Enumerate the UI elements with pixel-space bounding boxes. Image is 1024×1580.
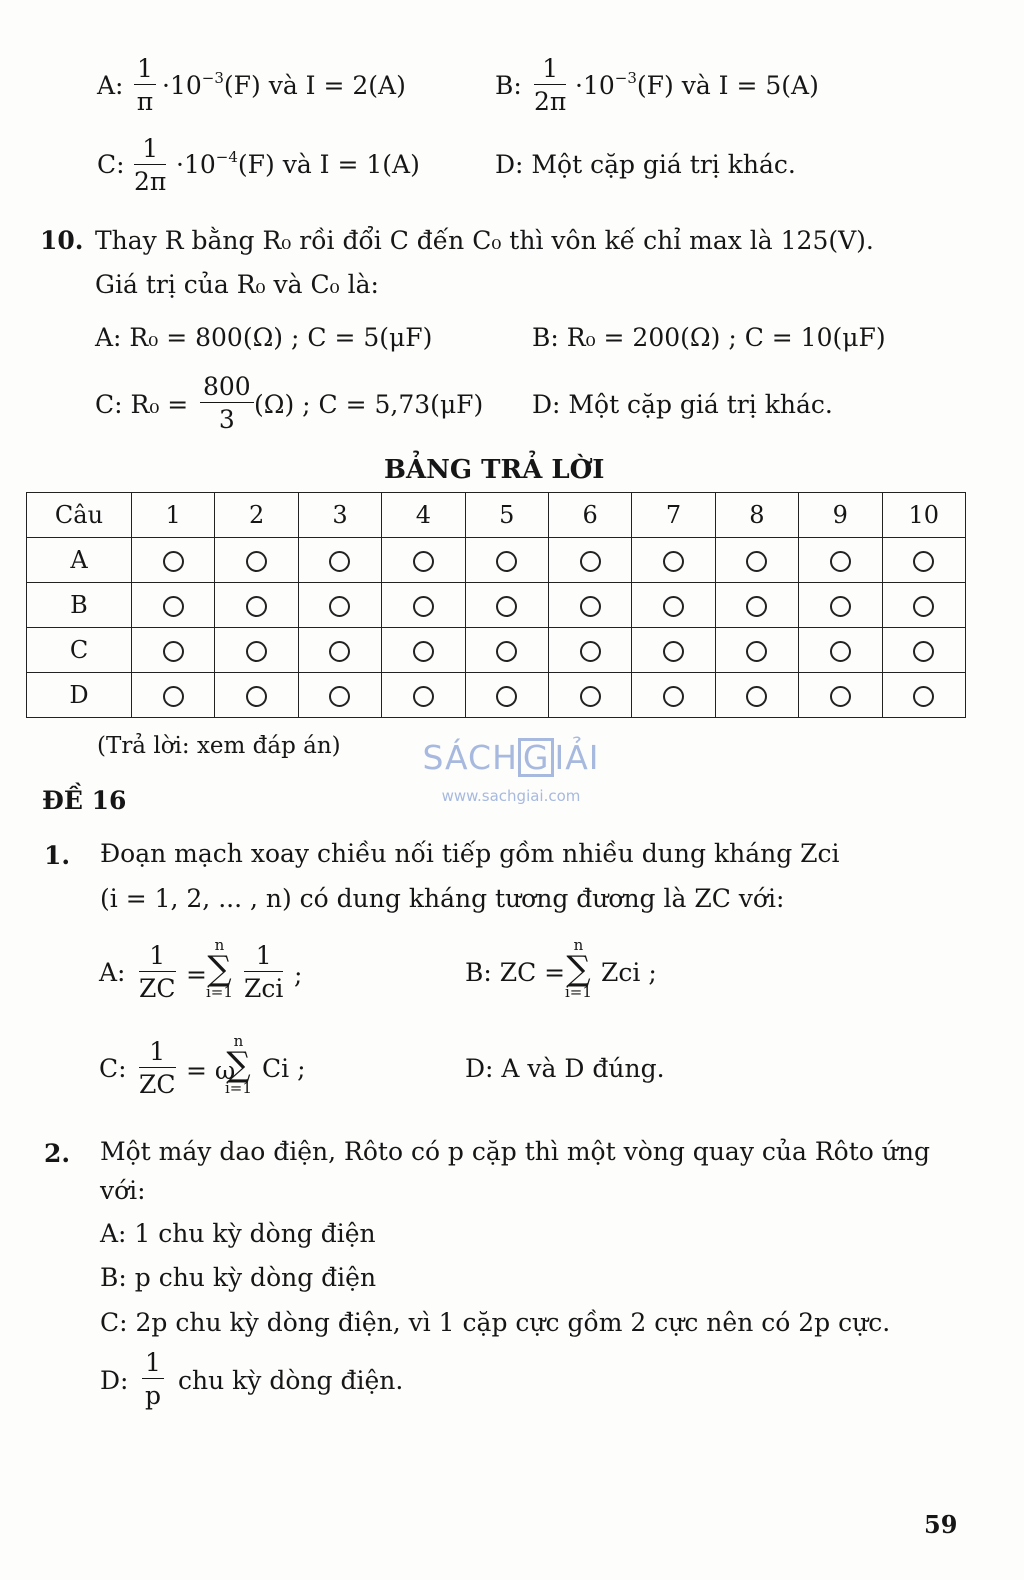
- q9-option-c-value: $\cdot 10^{-4}(F)$ và I = 1(A): [176, 148, 420, 179]
- answer-bubble-icon[interactable]: [329, 551, 350, 572]
- q9-option-a-label: A:: [97, 71, 124, 100]
- q9-option-a-fraction: $\frac{1}{\pi}$: [134, 56, 156, 114]
- answer-table-column: 9: [799, 493, 882, 538]
- q2-number: 2.: [44, 1139, 71, 1168]
- answer-bubble-icon[interactable]: [413, 596, 434, 617]
- q10-option-c-value: (Ω) ; C = 5,73(μF): [254, 390, 484, 419]
- q10-line2: Giá trị của R₀ và C₀ là:: [95, 270, 379, 299]
- answer-bubble-icon[interactable]: [246, 641, 267, 662]
- answer-table-row: [27, 628, 966, 673]
- q1-number: 1.: [44, 841, 71, 870]
- q10-line1: Thay R bằng R₀ rồi đổi C đến C₀ thì vôn kế chỉ max là 125(V).: [95, 226, 874, 255]
- q1-option-c-sum: n ∑ i=1: [225, 1032, 252, 1098]
- answer-row-label: B: [27, 583, 132, 628]
- answer-bubble-icon[interactable]: [830, 686, 851, 707]
- q1-option-b-tail: Zci ;: [601, 958, 657, 987]
- answer-bubble-icon[interactable]: [580, 641, 601, 662]
- q1-option-a-label: A:: [99, 958, 126, 987]
- q10-option-d: D: Một cặp giá trị khác.: [532, 390, 833, 419]
- answer-bubble-icon[interactable]: [913, 686, 934, 707]
- q1-option-b-label: B: ZC =: [465, 958, 566, 987]
- answer-bubble-icon[interactable]: [246, 686, 267, 707]
- q10-option-c-label: C: R₀ =: [95, 390, 189, 419]
- answer-bubble-icon[interactable]: [663, 686, 684, 707]
- answer-table-row: [27, 583, 966, 628]
- answer-bubble-icon[interactable]: [913, 551, 934, 572]
- answer-table-title: BẢNG TRẢ LỜI: [384, 455, 605, 485]
- q2-option-b: B: p chu kỳ dòng điện: [100, 1263, 377, 1292]
- q10-option-c-fraction: $\frac{800}{3}$: [200, 374, 254, 432]
- answer-bubble-icon[interactable]: [496, 596, 517, 617]
- q9-option-d: D: Một cặp giá trị khác.: [495, 150, 796, 179]
- answer-table-note: (Trả lời: xem đáp án): [97, 733, 341, 759]
- answer-bubble-icon[interactable]: [746, 641, 767, 662]
- answer-bubble-icon[interactable]: [580, 686, 601, 707]
- answer-bubble-icon[interactable]: [163, 641, 184, 662]
- answer-table-row: [27, 673, 966, 718]
- q2-option-d-label: D:: [100, 1366, 129, 1395]
- answer-bubble-icon[interactable]: [830, 551, 851, 572]
- q9-option-b-label: B:: [495, 71, 522, 100]
- q9-option-c-label: C:: [97, 150, 125, 179]
- q9-option-b-value: $\cdot 10^{-3}(F)$ và I = 5(A): [575, 69, 819, 100]
- q2-option-a: A: 1 chu kỳ dòng điện: [100, 1219, 376, 1248]
- q1-option-d: D: A và D đúng.: [465, 1054, 665, 1083]
- answer-bubble-icon[interactable]: [580, 596, 601, 617]
- answer-table-header-row: [27, 493, 966, 538]
- answer-table: [26, 492, 966, 718]
- q9-option-b-fraction: $\frac{1}{2\pi}$: [534, 54, 567, 116]
- section-title: ĐỀ 16: [42, 786, 127, 815]
- answer-table-row: [27, 538, 966, 583]
- q1-line2: (i = 1, 2, ... , n) có dung kháng tương đương là ZC với:: [100, 884, 785, 913]
- q2-option-d-tail: chu kỳ dòng điện.: [178, 1366, 404, 1395]
- answer-table-column: 6: [548, 493, 631, 538]
- answer-table-column: 5: [465, 493, 548, 538]
- answer-bubble-icon[interactable]: [746, 596, 767, 617]
- answer-table-header-label: Câu: [27, 493, 132, 538]
- answer-bubble-icon[interactable]: [246, 551, 267, 572]
- answer-bubble-icon[interactable]: [496, 686, 517, 707]
- answer-bubble-icon[interactable]: [163, 596, 184, 617]
- q1-option-a-tail: ;: [294, 960, 303, 989]
- answer-bubble-icon[interactable]: [830, 641, 851, 662]
- answer-bubble-icon[interactable]: [496, 641, 517, 662]
- q10-number: 10.: [40, 226, 84, 255]
- answer-table-column: 8: [715, 493, 798, 538]
- q2-option-c: C: 2p chu kỳ dòng điện, vì 1 cặp cực gồm 2 cực nên có 2p cực.: [100, 1308, 891, 1337]
- watermark-logo: SÁCH G IẢI www.sachgiai.com: [422, 738, 600, 805]
- q2-line2: với:: [100, 1176, 146, 1205]
- answer-table-column: 3: [298, 493, 381, 538]
- q1-option-a-lhs: $\frac{1}{ZC}$: [139, 941, 176, 1003]
- answer-bubble-icon[interactable]: [663, 641, 684, 662]
- answer-bubble-icon[interactable]: [913, 641, 934, 662]
- page-number: 59: [924, 1510, 958, 1539]
- q1-option-a-sum: n ∑ i=1: [206, 936, 233, 1002]
- q1-option-c-fraction: $\frac{1}{ZC}$: [139, 1037, 176, 1099]
- answer-table-column: 10: [882, 493, 965, 538]
- answer-bubble-icon[interactable]: [663, 596, 684, 617]
- answer-row-label: A: [27, 538, 132, 583]
- q1-option-a-equals: =: [186, 960, 207, 989]
- q1-option-a-rhs: 1 Zci: [244, 941, 284, 1003]
- q1-option-c-label: C:: [99, 1054, 127, 1083]
- q9-option-a-value: $\cdot 10^{-3}(F)$ và I = 2(A): [162, 69, 406, 100]
- q1-line1: Đoạn mạch xoay chiều nối tiếp gồm nhiều dung kháng Zci: [100, 839, 840, 868]
- q9-option-c-fraction: $\frac{1}{2\pi}$: [134, 134, 167, 196]
- answer-bubble-icon[interactable]: [163, 686, 184, 707]
- q1-option-b-sum: n ∑ i=1: [565, 936, 592, 1002]
- answer-row-label: D: [27, 673, 132, 718]
- answer-table-column: 2: [215, 493, 298, 538]
- answer-bubble-icon[interactable]: [413, 641, 434, 662]
- answer-table-column: 7: [632, 493, 715, 538]
- answer-bubble-icon[interactable]: [413, 686, 434, 707]
- answer-bubble-icon[interactable]: [580, 551, 601, 572]
- q10-option-b: B: R₀ = 200(Ω) ; C = 10(μF): [532, 323, 886, 352]
- answer-row-label: C: [27, 628, 132, 673]
- q1-option-c-mid: = ω: [186, 1056, 236, 1085]
- answer-bubble-icon[interactable]: [246, 596, 267, 617]
- answer-bubble-icon[interactable]: [329, 596, 350, 617]
- answer-bubble-icon[interactable]: [329, 686, 350, 707]
- answer-bubble-icon[interactable]: [746, 686, 767, 707]
- answer-bubble-icon[interactable]: [663, 551, 684, 572]
- q1-option-c-tail: Ci ;: [262, 1054, 306, 1083]
- answer-bubble-icon[interactable]: [163, 551, 184, 572]
- answer-bubble-icon[interactable]: [413, 551, 434, 572]
- answer-bubble-icon[interactable]: [329, 641, 350, 662]
- answer-bubble-icon[interactable]: [830, 596, 851, 617]
- answer-bubble-icon[interactable]: [913, 596, 934, 617]
- answer-bubble-icon[interactable]: [496, 551, 517, 572]
- answer-table-column: 1: [132, 493, 215, 538]
- q2-option-d-fraction: $\frac{1}{p}$: [142, 1350, 164, 1408]
- answer-bubble-icon[interactable]: [746, 551, 767, 572]
- answer-table-column: 4: [382, 493, 465, 538]
- q2-line1: Một máy dao điện, Rôto có p cặp thì một vòng quay của Rôto ứng: [100, 1137, 930, 1166]
- q10-option-a: A: R₀ = 800(Ω) ; C = 5(μF): [95, 323, 433, 352]
